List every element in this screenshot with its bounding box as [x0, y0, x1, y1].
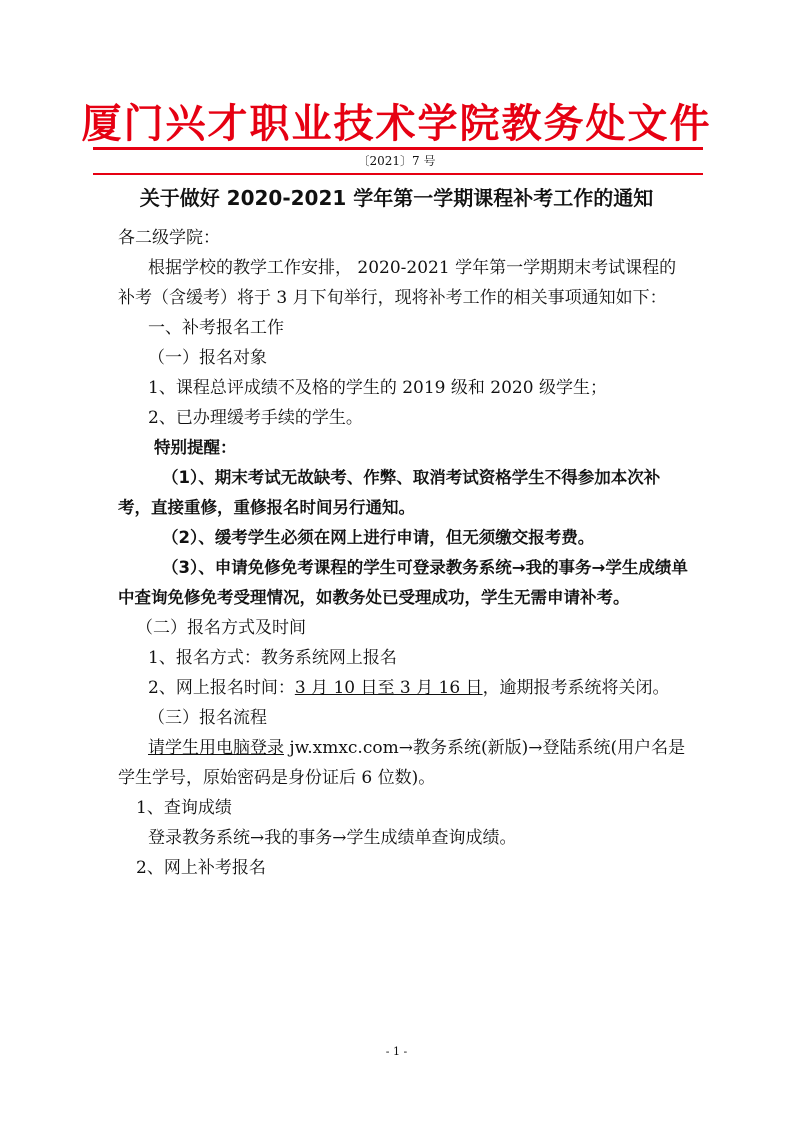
login-path: jw.xmxc.com→教务系统(新版)→登陆系统(用户名是学生学号，原始密码是身份证后 6 位数)。: [118, 738, 686, 788]
header-divider: [93, 147, 703, 150]
reminder-3: （3）、申请免修免考课程的学生可登录教务系统→我的事务→学生成绩单中查询免修免考受理情况，如教务处已受理成功，学生无需申请补考。: [118, 558, 688, 607]
reminder-label: 特别提醒：: [154, 438, 237, 457]
sub1-item1: 1、课程总评成绩不及格的学生的 2019 级和 2020 级学生；: [148, 378, 607, 398]
registration-flow: [118, 733, 688, 793]
salutation: 各二级学院：: [118, 228, 220, 248]
sub2-heading: （二）报名方式及时间: [136, 618, 306, 638]
login-instruction: 请学生用电脑登录: [148, 738, 284, 758]
document-number: 〔2021〕7 号: [357, 154, 436, 168]
reminder-1: （1）、期末考试无故缺考、作弊、取消考试资格学生不得参加本次补考，直接重修，重修报名时间另行通知。: [118, 468, 661, 517]
document-number-divider: [93, 173, 703, 175]
notice-title: 关于做好 2020-2021 学年第一学期课程补考工作的通知: [139, 186, 654, 210]
sub2-item2-prefix: 2、网上报名时间：: [148, 678, 295, 698]
step1-heading: 1、查询成绩: [136, 798, 232, 818]
notice-body: [118, 223, 688, 883]
sub2-item1: 1、报名方式：教务系统网上报名: [148, 648, 397, 668]
intro-paragraph: 根据学校的教学工作安排， 2020-2021 学年第一学期期末考试课程的补考（含缓考）将于 3 月下旬举行，现将补考工作的相关事项通知如下：: [118, 258, 677, 308]
sub1-item2: 2、已办理缓考手续的学生。: [148, 408, 363, 428]
sub2-item2-suffix: ，逾期报考系统将关闭。: [482, 678, 670, 698]
reminder-2: （2）、缓考学生必须在网上进行申请，但无须缴交报考费。: [162, 528, 595, 547]
step2-heading: 2、网上补考报名: [136, 858, 266, 878]
section1-heading: 一、补考报名工作: [148, 318, 284, 338]
sub3-heading: （三）报名流程: [148, 708, 267, 728]
document-header-title: 厦门兴才职业技术学院教务处文件: [81, 101, 712, 147]
sub1-heading: （一）报名对象: [148, 348, 267, 368]
page-number: - 1 -: [385, 1045, 408, 1058]
sub2-item2: [118, 673, 688, 703]
registration-dates: 3 月 10 日至 3 月 16 日: [294, 678, 483, 698]
step1-text: 登录教务系统→我的事务→学生成绩单查询成绩。: [148, 828, 517, 848]
